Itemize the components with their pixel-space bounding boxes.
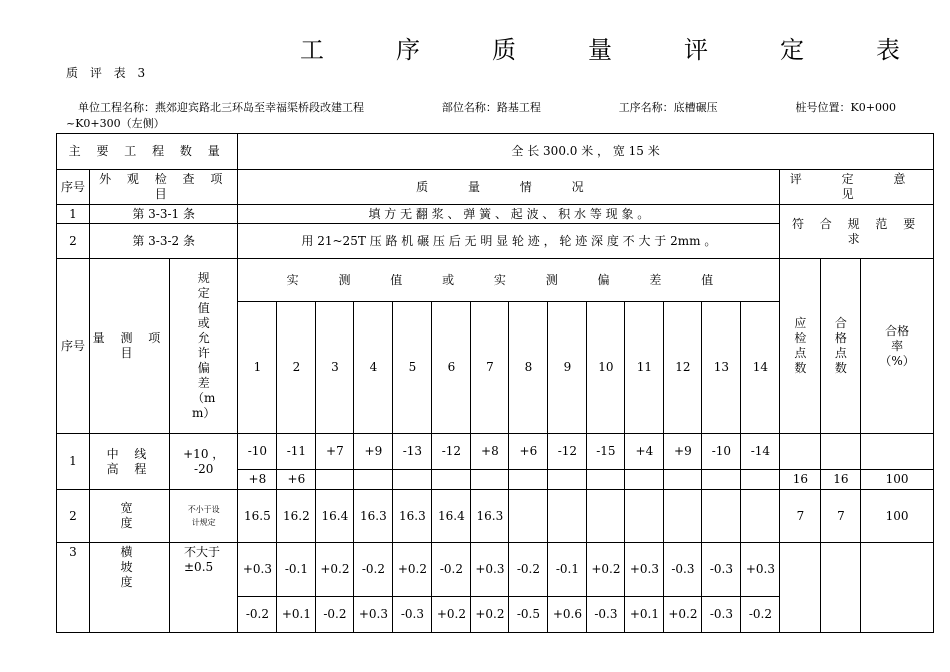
measured-value-cell: +4 xyxy=(625,434,664,470)
passed-count: 16 xyxy=(821,470,861,490)
measured-value-cell: -0.3 xyxy=(587,597,625,633)
measured-value-cell xyxy=(548,490,587,543)
passed-count: 7 xyxy=(821,490,861,543)
measure-no: 2 xyxy=(57,490,90,543)
measured-value-cell xyxy=(432,470,471,490)
appearance-no: 2 xyxy=(57,224,90,259)
measured-value-cell: +6 xyxy=(509,434,548,470)
measured-value-cell: -0.1 xyxy=(548,543,587,597)
measure-item-header: 量 测 项 目 xyxy=(90,259,170,434)
main-quantity-label: 主 要 工 程 数 量 xyxy=(57,134,238,170)
measured-value-cell: 16.3 xyxy=(471,490,509,543)
measured-value-cell xyxy=(471,470,509,490)
main-quantity-value: 全 长 300.0 米 ， 宽 15 米 xyxy=(238,134,933,170)
measure-no: 3 xyxy=(57,543,90,633)
measured-value-cell: +0.3 xyxy=(471,543,509,597)
measured-value-cell: -10 xyxy=(702,434,741,470)
empty-cell xyxy=(861,434,933,470)
measure-allowance: 不大于±0.5 xyxy=(170,543,238,633)
measured-value-cell: +0.2 xyxy=(432,597,471,633)
measured-value-cell: +0.3 xyxy=(741,543,780,597)
measured-value-cell: +7 xyxy=(316,434,354,470)
measured-value-cell: -0.2 xyxy=(741,597,780,633)
measured-value-cell xyxy=(316,470,354,490)
measured-value-cell: -14 xyxy=(741,434,780,470)
measured-col-number: 6 xyxy=(432,302,471,434)
measured-value-cell: -0.3 xyxy=(664,543,702,597)
measured-value-cell: -0.2 xyxy=(354,543,393,597)
pass-rate-header: 合格率（%） xyxy=(861,259,933,434)
station-position: 桩号位置：K0+000 xyxy=(795,101,896,114)
eval-result: 符 合 规 范 要 求 xyxy=(780,205,933,259)
measured-value-cell xyxy=(509,490,548,543)
passed-header: 合格点数 xyxy=(821,259,861,434)
measured-value-cell: -0.1 xyxy=(277,543,316,597)
measured-value-cell xyxy=(625,470,664,490)
form-title: 工 序 质 量 评 定 表 xyxy=(300,36,900,64)
measured-col-number: 9 xyxy=(548,302,587,434)
appearance-desc: 用 21~25T 压 路 机 碾 压 后 无 明 显 轮 迹 ， 轮 迹 深 度 不 大 于 2mm 。 xyxy=(238,224,780,259)
measured-value-cell xyxy=(354,470,393,490)
measured-col-number: 10 xyxy=(587,302,625,434)
measured-value-cell: +0.2 xyxy=(393,543,432,597)
measured-value-cell: +9 xyxy=(664,434,702,470)
pass-rate: 100 xyxy=(861,470,933,490)
measured-value-cell: 16.4 xyxy=(316,490,354,543)
appearance-desc: 填 方 无 翻 浆 、 弹 簧 、 起 波 、 积 水 等 现 象 。 xyxy=(238,205,780,224)
measured-value-cell xyxy=(625,490,664,543)
empty-cell xyxy=(780,434,821,470)
measured-col-number: 8 xyxy=(509,302,548,434)
should-check-count: 16 xyxy=(780,470,821,490)
measured-value-cell: +0.3 xyxy=(625,543,664,597)
measured-value-cell: +0.6 xyxy=(548,597,587,633)
measured-value-cell xyxy=(393,470,432,490)
measured-value-cell: -13 xyxy=(393,434,432,470)
process-name: 工序名称：底槽碾压 xyxy=(618,101,718,114)
measured-value-cell: -0.3 xyxy=(393,597,432,633)
measured-value-cell: +0.2 xyxy=(664,597,702,633)
measure-item: 横 坡 度 xyxy=(90,543,170,633)
measure-allowance: 不小于设计规定 xyxy=(170,490,238,543)
measured-value-cell: -10 xyxy=(238,434,277,470)
measured-value-cell xyxy=(548,470,587,490)
measured-value-cell: 16.3 xyxy=(393,490,432,543)
pass-rate: 100 xyxy=(861,490,933,543)
should-check-count: 7 xyxy=(780,490,821,543)
measured-value-cell: -12 xyxy=(432,434,471,470)
allowance-header: 规定值或允许偏差（mm） xyxy=(170,259,238,434)
measured-col-number: 4 xyxy=(354,302,393,434)
measured-value-cell: +0.1 xyxy=(277,597,316,633)
measured-col-number: 2 xyxy=(277,302,316,434)
measure-seq-header: 序号 xyxy=(57,259,90,434)
measured-col-number: 7 xyxy=(471,302,509,434)
unit-project-name: 单位工程名称：燕郊迎宾路北三环岛至幸福渠桥段改建工程 xyxy=(78,101,364,114)
measured-col-number: 14 xyxy=(741,302,780,434)
measure-allowance: +10 ， -20 xyxy=(170,434,238,490)
measure-item: 中 线 高 程 xyxy=(90,434,170,490)
measured-col-number: 11 xyxy=(625,302,664,434)
measured-value-cell: +8 xyxy=(471,434,509,470)
measured-col-number: 13 xyxy=(702,302,741,434)
appearance-clause: 第 3-3-2 条 xyxy=(90,224,238,259)
eval-header: 评 定 意 见 xyxy=(780,170,933,205)
measured-value-cell: +0.3 xyxy=(354,597,393,633)
measured-value-cell: 16.5 xyxy=(238,490,277,543)
project-info xyxy=(66,100,896,132)
measured-value-cell: +0.2 xyxy=(587,543,625,597)
measured-value-cell: -0.2 xyxy=(316,597,354,633)
measure-no: 1 xyxy=(57,434,90,490)
measured-value-cell: -0.3 xyxy=(702,543,741,597)
measured-value-cell: -0.2 xyxy=(509,543,548,597)
measured-value-cell: 16.3 xyxy=(354,490,393,543)
measured-value-cell: -0.2 xyxy=(432,543,471,597)
measured-value-cell: +0.3 xyxy=(238,543,277,597)
seq-header: 序号 xyxy=(57,170,90,205)
measured-value-cell xyxy=(587,470,625,490)
measured-value-cell xyxy=(509,470,548,490)
measured-value-cell: -0.3 xyxy=(702,597,741,633)
measured-value-cell: +0.2 xyxy=(316,543,354,597)
pass-rate xyxy=(861,543,933,633)
empty-cell xyxy=(821,434,861,470)
form-number: 质 评 表 3 xyxy=(66,66,150,80)
measured-value-cell: 16.4 xyxy=(432,490,471,543)
measured-col-number: 5 xyxy=(393,302,432,434)
measure-item: 宽 度 xyxy=(90,490,170,543)
measured-value-cell: -0.5 xyxy=(509,597,548,633)
passed-count xyxy=(821,543,861,633)
quality-header: 质 量 情 况 xyxy=(238,170,780,205)
measured-col-number: 12 xyxy=(664,302,702,434)
appearance-header: 外 观 检 查 项 目 xyxy=(90,170,238,205)
measured-value-cell: +0.1 xyxy=(625,597,664,633)
measured-value-cell: +9 xyxy=(354,434,393,470)
measured-value-cell: -11 xyxy=(277,434,316,470)
measured-value-cell: -15 xyxy=(587,434,625,470)
measured-value-cell: +6 xyxy=(277,470,316,490)
measured-value-cell: 16.2 xyxy=(277,490,316,543)
quality-table xyxy=(56,133,934,633)
measured-value-cell xyxy=(702,470,741,490)
should-check-count xyxy=(780,543,821,633)
measured-value-cell xyxy=(587,490,625,543)
should-check-header: 应检点数 xyxy=(780,259,821,434)
measured-col-number: 3 xyxy=(316,302,354,434)
appearance-no: 1 xyxy=(57,205,90,224)
station-range: ~K0+300（左侧） xyxy=(66,117,165,130)
part-name: 部位名称：路基工程 xyxy=(441,101,541,114)
measured-value-cell: +8 xyxy=(238,470,277,490)
measured-col-number: 1 xyxy=(238,302,277,434)
measured-value-cell: -12 xyxy=(548,434,587,470)
appearance-clause: 第 3-3-1 条 xyxy=(90,205,238,224)
measured-value-cell xyxy=(741,490,780,543)
measured-value-cell xyxy=(702,490,741,543)
measured-value-cell: +0.2 xyxy=(471,597,509,633)
measured-header: 实 测 值 或 实 测 偏 差 值 xyxy=(238,259,780,302)
measured-value-cell xyxy=(664,490,702,543)
measured-value-cell xyxy=(741,470,780,490)
measured-value-cell xyxy=(664,470,702,490)
measured-value-cell: -0.2 xyxy=(238,597,277,633)
